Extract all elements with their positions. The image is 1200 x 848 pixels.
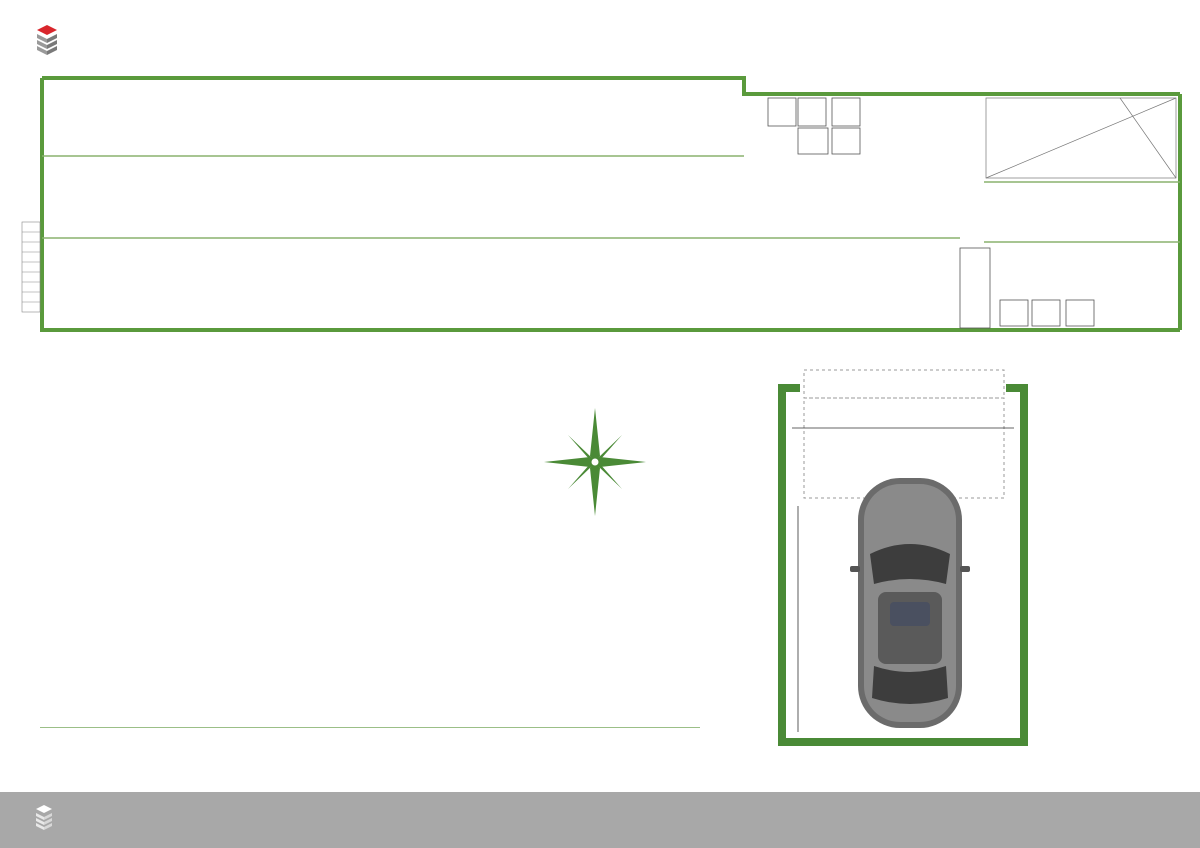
brand-logo xyxy=(34,22,204,66)
floor-plan-drawing xyxy=(20,72,1182,334)
car-icon xyxy=(850,478,970,728)
compass-icon xyxy=(530,398,660,526)
box-detail-svg xyxy=(770,366,1050,748)
footer-cube-logo-icon xyxy=(34,804,54,832)
outer-walls xyxy=(42,78,1180,330)
ramp xyxy=(986,98,1176,178)
floor-plan xyxy=(20,72,1182,334)
compass-rose xyxy=(530,398,660,526)
cube-logo-icon xyxy=(34,24,60,58)
aisle-lines xyxy=(42,156,1180,242)
box-title-block xyxy=(40,680,700,728)
service-rooms xyxy=(768,98,1094,328)
footer-logo xyxy=(34,804,164,838)
box-detail-drawing xyxy=(770,366,1050,748)
left-stair xyxy=(22,222,40,312)
footer xyxy=(0,792,1200,848)
